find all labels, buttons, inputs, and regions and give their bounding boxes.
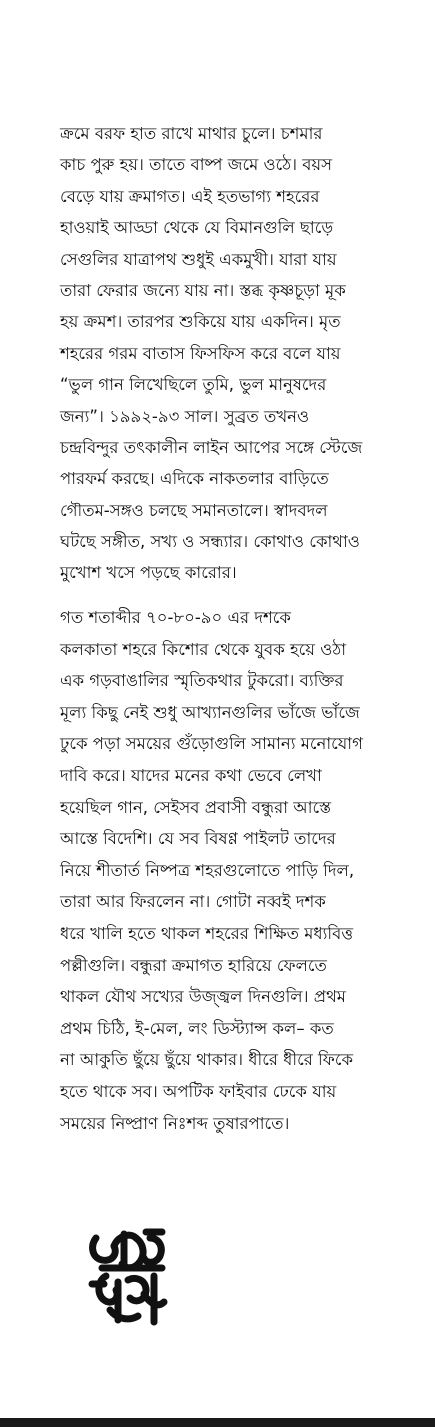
text-line: ঘটছে সঙ্গীত, সখ্য ও সন্ধ্যার। কোথাও কোথাও — [60, 532, 360, 552]
text-line: চন্দ্রবিন্দুর তৎকালীন লাইন আপের সঙ্গে স্টেজে — [60, 437, 363, 457]
text-line: না আকুতি ছুঁয়ে ছুঁয়ে থাকার। ধীরে ধীরে ফিকে — [60, 1050, 354, 1070]
text-line: দাবি করে। যাদের মনের কথা ভেবে লেখা — [60, 765, 322, 785]
text-line: ধরে খালি হতে থাকল শহরের শিক্ষিত মধ্যবিত্ত — [60, 923, 354, 943]
text-line: ঢুকে পড়া সময়ের গুঁড়োগুলি সামান্য মনোযোগ — [60, 734, 363, 754]
blurb-paragraph-1 — [60, 118, 435, 589]
text-line: গৌতম-সঙ্গও চলছে সমানতালে। স্বাদবদল — [60, 500, 328, 520]
text-line: হয়েছিল গান, সেইসব প্রবাসী বন্ধুরা আস্তে — [60, 797, 331, 817]
text-line: সময়ের নিষ্প্রাণ নিঃশব্দ তুষারপাতে। — [60, 1113, 290, 1133]
text-line: হাওয়াই আড্ডা থেকে যে বিমানগুলি ছাড়ে — [60, 218, 334, 238]
text-line: পল্লীগুলি। বন্ধুরা ক্রমাগত হারিয়ে ফেলতে — [60, 955, 327, 975]
text-line: কলকাতা শহরে কিশোর থেকে যুবক হয়ে ওঠা — [60, 639, 347, 659]
text-line: তারা ফেরার জন্যে যায় না। স্তব্ধ কৃষ্ণচূড়া মূক — [60, 280, 346, 300]
text-line: মুখোশ খসে পড়ছে কারোর। — [60, 563, 237, 583]
text-line: ক্রমে বরফ হাত রাখে মাথার চুলে। চশমার — [60, 124, 323, 143]
publisher-logo — [84, 1224, 170, 1330]
text-line: তারা আর ফিরলেন না। গোটা নব্বই দশক — [60, 892, 326, 912]
text-line: হতে থাকে সব। অপটিক ফাইবার ঢেকে যায় — [60, 1081, 337, 1101]
text-line: জন্য”। ১৯৯২-৯৩ সাল। সুব্রত তখনও — [60, 406, 310, 426]
bottom-border — [0, 1418, 435, 1427]
text-line: এক গড়বাঙালির স্মৃতিকথার টুকরো। ব্যক্তির — [60, 671, 344, 691]
blurb-paragraph-2 — [60, 602, 435, 1139]
text-line: বেড়ে যায় ক্রমাগত। এই হতভাগ্য শহরের — [60, 186, 320, 206]
text-line: কাচ পুরু হয়। তাতে বাষ্প জমে ওঠে। বয়স — [60, 155, 333, 175]
text-line: প্রথম চিঠি, ই-মেল, লং ডিস্ট্যান্স কল– কত — [60, 1018, 334, 1038]
text-line: মূল্য কিছু নেই শুধু আখ্যানগুলির ভাঁজে ভাঁজে — [60, 702, 360, 722]
text-line: সেগুলির যাত্রাপথ শুধুই একমুখী। যারা যায় — [60, 249, 337, 269]
text-line: পারফর্ম করছে। এদিকে নাকতলার বাড়িতে — [60, 469, 329, 489]
text-line: “ভুল গান লিখেছিলে তুমি, ভুল মানুষদের — [60, 375, 327, 395]
publisher-logo-mark — [84, 1224, 170, 1330]
text-line: আস্তে বিদেশি। যে সব বিষণ্ণ পাইলট তাদের — [60, 829, 336, 849]
text-line: গত শতাব্দীর ৭০-৮০-৯০ এর দশকে — [60, 608, 291, 627]
text-line: থাকল যৌথ সখ্যের উজ্জ্বল দিনগুলি। প্রথম — [60, 987, 346, 1007]
text-line: শহরের গরম বাতাস ফিসফিস করে বলে যায় — [60, 343, 341, 363]
text-line: হয় ক্রমশ। তারপর শুকিয়ে যায় একদিন। মৃত — [60, 312, 341, 332]
text-line: নিয়ে শীতার্ত নিষ্পত্র শহরগুলোতে পাড়ি দিল, — [60, 860, 355, 880]
